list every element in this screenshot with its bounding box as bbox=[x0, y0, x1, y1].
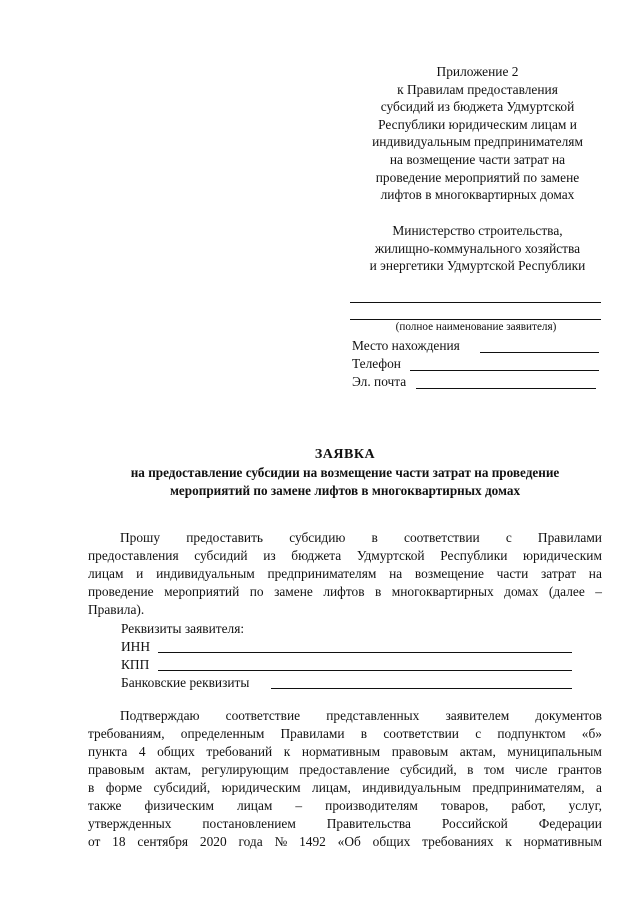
word: индивидуальным bbox=[362, 780, 461, 795]
word: и bbox=[136, 566, 144, 581]
email-field[interactable] bbox=[416, 388, 596, 389]
appendix-line: Приложение 2 bbox=[436, 64, 519, 79]
word: регулирующим bbox=[201, 762, 289, 777]
word: субсидий, bbox=[400, 762, 457, 777]
word: № bbox=[274, 834, 288, 849]
word: соответствие bbox=[225, 708, 301, 723]
word: заявителем bbox=[445, 708, 510, 723]
word: замене bbox=[274, 584, 313, 599]
confirm-line-2 bbox=[88, 725, 602, 743]
word: постановлением bbox=[202, 816, 296, 831]
bank-label: Банковские реквизиты bbox=[121, 675, 250, 690]
bank-field[interactable] bbox=[271, 688, 572, 689]
word: части bbox=[496, 566, 529, 581]
word: муниципальным bbox=[507, 744, 602, 759]
word: Российской bbox=[441, 816, 508, 831]
word: также bbox=[88, 798, 122, 813]
document-title bbox=[80, 446, 610, 499]
word: с bbox=[475, 726, 482, 741]
word: актам, bbox=[459, 744, 496, 759]
word: Республики bbox=[440, 548, 508, 563]
word: грантов bbox=[557, 762, 602, 777]
confirm-line-7 bbox=[88, 815, 602, 833]
appendix-line: Республики юридическим лицам и bbox=[378, 116, 577, 132]
kpp-field[interactable] bbox=[158, 670, 572, 671]
addressee-line: и энергетики Удмуртской Республики bbox=[369, 258, 586, 274]
word: «б» bbox=[581, 726, 602, 741]
appendix-line: лифтов в многоквартирных домах bbox=[380, 187, 575, 203]
word: предпринимателям bbox=[267, 566, 377, 581]
word: субсидию bbox=[289, 530, 346, 545]
appendix-line: на возмещение части затрат на bbox=[389, 151, 566, 167]
word: требованиях bbox=[422, 834, 494, 849]
word: к bbox=[283, 744, 291, 759]
word: соответствии bbox=[404, 530, 480, 545]
phone-label: Телефон bbox=[352, 356, 401, 371]
word: Прошу bbox=[120, 530, 161, 545]
confirmation-paragraph bbox=[88, 707, 602, 851]
word: правовым bbox=[88, 762, 145, 777]
word: соответствии bbox=[383, 726, 459, 741]
word: подпунктом bbox=[497, 726, 566, 741]
location-field[interactable] bbox=[480, 352, 599, 353]
word: требований bbox=[206, 744, 273, 759]
requisites-heading: Реквизиты заявителя: bbox=[121, 621, 245, 636]
word: Правилами bbox=[280, 726, 345, 741]
word: услуг, bbox=[568, 798, 602, 813]
word: – bbox=[295, 798, 303, 813]
applicant-name-line-1[interactable] bbox=[350, 302, 601, 303]
confirm-line-4 bbox=[88, 761, 602, 779]
addressee-block bbox=[345, 222, 610, 275]
word: предоставление bbox=[299, 762, 390, 777]
word: числе bbox=[514, 762, 548, 777]
request-line-2 bbox=[88, 547, 602, 565]
word: года bbox=[238, 834, 263, 849]
word: лицам bbox=[88, 566, 124, 581]
word: проведение bbox=[88, 584, 154, 599]
word: возмещение bbox=[414, 566, 484, 581]
word: многоквартирных bbox=[391, 584, 494, 599]
word: Правительства bbox=[326, 816, 411, 831]
title-main: ЗАЯВКА bbox=[314, 447, 376, 462]
request-line-4 bbox=[88, 583, 602, 601]
word: требованиям, bbox=[88, 726, 165, 741]
request-line-1 bbox=[88, 529, 602, 547]
title-subtitle-line-2: мероприятий по замене лифтов в многоквартирных домах bbox=[169, 482, 521, 498]
word: а bbox=[596, 780, 602, 795]
word: представленных bbox=[326, 708, 420, 723]
word: пункта bbox=[88, 744, 128, 759]
word: (далее bbox=[548, 584, 585, 599]
word: 1492 bbox=[299, 834, 326, 849]
word: в bbox=[360, 726, 368, 741]
word: форме bbox=[105, 780, 143, 795]
word: производителям bbox=[325, 798, 418, 813]
word: общих bbox=[372, 834, 411, 849]
word: документов bbox=[535, 708, 602, 723]
word: 18 bbox=[112, 834, 126, 849]
appendix-line: проведение мероприятий по замене bbox=[375, 169, 580, 185]
word: мероприятий bbox=[164, 584, 240, 599]
appendix-line: индивидуальным предпринимателям bbox=[372, 134, 583, 150]
word: Удмуртской bbox=[356, 548, 425, 563]
title-subtitle-line-1: на предоставление субсидии на возмещение части затрат на проведение bbox=[130, 465, 560, 481]
word: по bbox=[249, 584, 264, 599]
addressee-line: Министерство строительства, bbox=[392, 223, 563, 238]
word: в bbox=[371, 530, 378, 545]
confirm-line-5 bbox=[88, 779, 602, 797]
word: лицам, bbox=[312, 780, 351, 795]
word: работ, bbox=[511, 798, 546, 813]
word: от bbox=[88, 834, 101, 849]
word: общих bbox=[157, 744, 195, 759]
word: предоставить bbox=[186, 530, 264, 545]
word: на bbox=[389, 566, 403, 581]
word: сентября bbox=[137, 834, 189, 849]
word: – bbox=[595, 584, 602, 599]
inn-label: ИНН bbox=[121, 639, 151, 654]
kpp-label: КПП bbox=[121, 657, 150, 672]
word: лифтов bbox=[323, 584, 365, 599]
word: субсидий, bbox=[153, 780, 211, 795]
word: на bbox=[588, 566, 602, 581]
word: бюджета bbox=[291, 548, 342, 563]
word: товаров, bbox=[440, 798, 489, 813]
word: к bbox=[505, 834, 512, 849]
addressee-line: жилищно-коммунального хозяйства bbox=[374, 240, 581, 256]
word: затрат bbox=[541, 566, 577, 581]
appendix-line: субсидий из бюджета Удмуртской bbox=[380, 99, 575, 115]
word: в bbox=[88, 780, 95, 795]
word: физическим bbox=[144, 798, 214, 813]
word: юридическим bbox=[221, 780, 301, 795]
word: нормативным bbox=[301, 744, 381, 759]
inn-field[interactable] bbox=[158, 652, 572, 653]
confirm-line-3 bbox=[88, 743, 602, 761]
word: Федерации bbox=[538, 816, 602, 831]
appendix-header bbox=[345, 63, 610, 204]
word: в bbox=[467, 762, 474, 777]
word: 4 bbox=[138, 744, 146, 759]
word: Правилами bbox=[537, 530, 602, 545]
word: индивидуальным bbox=[156, 566, 255, 581]
word: том bbox=[483, 762, 505, 777]
word: домах bbox=[504, 584, 539, 599]
confirm-line-8 bbox=[88, 833, 602, 851]
word: предпринимателям, bbox=[472, 780, 585, 795]
word: лицам bbox=[236, 798, 273, 813]
applicant-name-caption: (полное наименование заявителя) bbox=[395, 321, 557, 333]
word: правовым bbox=[391, 744, 449, 759]
word: «Об bbox=[337, 834, 361, 849]
word: определенным bbox=[180, 726, 265, 741]
word: актам, bbox=[154, 762, 192, 777]
word: нормативным bbox=[523, 834, 602, 849]
appendix-line: к Правилам предоставления bbox=[397, 81, 558, 97]
word: 2020 bbox=[199, 834, 227, 849]
request-line-3 bbox=[88, 565, 602, 583]
word: предоставления bbox=[88, 548, 179, 563]
email-label: Эл. почта bbox=[352, 374, 407, 389]
confirm-line-1 bbox=[88, 707, 602, 725]
word: юридическим bbox=[523, 548, 602, 563]
phone-field[interactable] bbox=[410, 370, 599, 371]
word: из bbox=[263, 548, 276, 563]
word: с bbox=[505, 530, 512, 545]
word: Подтверждаю bbox=[120, 708, 200, 723]
request-paragraph bbox=[88, 529, 602, 619]
word: Правила). bbox=[88, 602, 145, 617]
word: субсидий bbox=[194, 548, 248, 563]
word: утвержденных bbox=[88, 816, 172, 831]
word: в bbox=[375, 584, 382, 599]
location-label: Место нахождения bbox=[352, 338, 460, 353]
confirm-line-6 bbox=[88, 797, 602, 815]
request-line-5 bbox=[88, 601, 602, 619]
